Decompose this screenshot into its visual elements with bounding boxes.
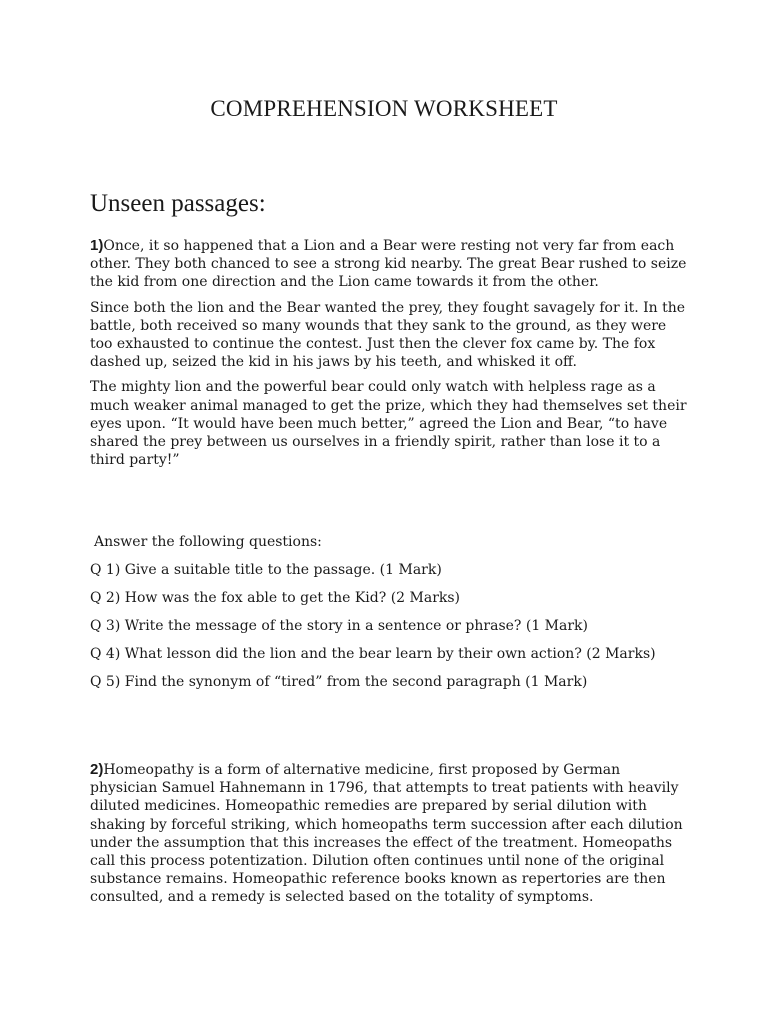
passage-1-paragraph-2: Since both the lion and the Bear wanted the prey, they fought savagely for it. In the battle, both received so many wounds that they sank to the ground, as they were too exhausted to continue the contest. Just then the clever fox came by. The fox dashed up, seized the kid in his jaws by his teeth, and whisked it off.	[90, 299, 686, 371]
question-item: Q 1) Give a suitable title to the passage. (1 Mark)	[90, 562, 442, 578]
passage-2	[90, 761, 690, 907]
passage-2-number: 2)	[90, 761, 104, 778]
question-item: Q 5) Find the synonym of “tired” from the second paragraph (1 Mark)	[90, 674, 588, 690]
passage-1-number: 1)	[90, 237, 104, 254]
questions-heading: Answer the following questions:	[94, 534, 322, 550]
question-item: Q 3) Write the message of the story in a sentence or phrase? (1 Mark)	[90, 618, 589, 634]
question-item: Q 2) How was the fox able to get the Kid? (2 Marks)	[90, 590, 461, 606]
passage-2-paragraph: 2)Homeopathy is a form of alternative medicine, first proposed by German physician Samuel Hahnemann in 1796, that attempts to treat patients with heavily diluted medicines. Homeopathic remedies are prepared by serial dilution with shaking by forceful striking, which homeopaths term succession after each dilution under the assumption that this increases the effect of the treatment. Homeopaths call this process potentization. Dilution often continues until none of the original substance remains. Homeopathic reference books known as repertories are then consulted, and a remedy is selected based on the totality of symptoms.	[90, 761, 683, 906]
question-item: Q 4) What lesson did the lion and the bear learn by their own action? (2 Marks)	[90, 646, 656, 662]
passage-1-paragraph-1: 1)Once, it so happened that a Lion and a Bear were resting not very far from each other. They both chanced to see a strong kid nearby. The great Bear rushed to seize the kid from one direction and the Lion came towards it from the other.	[90, 237, 687, 291]
questions-list	[90, 533, 710, 701]
passage-1	[90, 237, 690, 469]
page-title: COMPREHENSION WORKSHEET	[210, 96, 558, 121]
section-heading: Unseen passages:	[90, 190, 266, 217]
passage-1-paragraph-3: The mighty lion and the powerful bear could only watch with helpless rage as a much weaker animal managed to get the prize, which they had themselves set their eyes upon. “It would have been much better,” agreed the Lion and Bear, “to have shared the prey between us ourselves in a friendly spirit, rather than lose it to a third party!”	[90, 379, 687, 469]
